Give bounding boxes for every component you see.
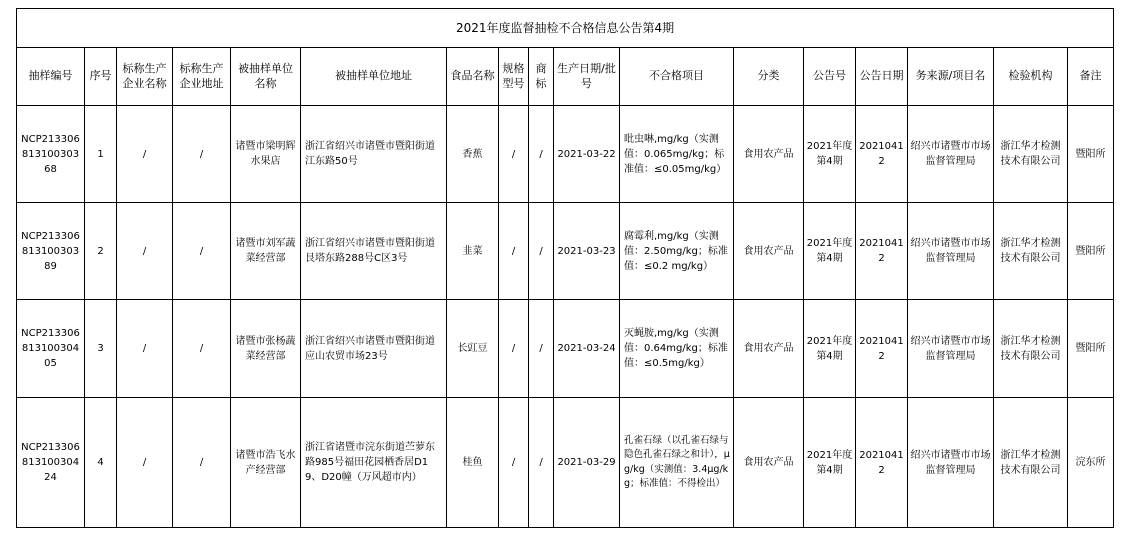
cell-sampled-unit: 诸暨市刘军蔬菜经营部	[231, 203, 301, 300]
cell-sampled-addr: 浙江省绍兴市诸暨市暨阳街道应山农贸市场23号	[301, 300, 447, 398]
cell-mfr-addr: /	[173, 300, 231, 398]
header-date: 生产日期/批号	[554, 48, 620, 106]
cell-notice: 2021年度第4期	[804, 398, 856, 528]
table-row	[17, 300, 1114, 398]
cell-source: 绍兴市诸暨市市场监督管理局	[908, 106, 994, 203]
cell-item: 腐霉利,mg/kg（实测值：2.50mg/kg；标准值：≤0.2 mg/kg）	[620, 203, 734, 300]
notice-table	[16, 8, 1114, 528]
header-mfr-name: 标称生产企业名称	[117, 48, 173, 106]
cell-item: 灭蝇胺,mg/kg（实测值：0.64mg/kg；标准值：≤0.5mg/kg）	[620, 300, 734, 398]
cell-notice-date: 20210412	[856, 398, 908, 528]
header-item: 不合格项目	[620, 48, 734, 106]
cell-date: 2021-03-23	[554, 203, 620, 300]
cell-item: 孔雀石绿（以孔雀石绿与隐色孔雀石绿之和计），μg/kg（实测值：3.4μg/kg；标准值：不得检出）	[620, 398, 734, 528]
cell-food: 韭菜	[447, 203, 499, 300]
cell-mfr-name: /	[117, 300, 173, 398]
cell-mfr-name: /	[117, 106, 173, 203]
cell-notice: 2021年度第4期	[804, 203, 856, 300]
cell-category: 食用农产品	[734, 300, 804, 398]
cell-date: 2021-03-24	[554, 300, 620, 398]
cell-sample-no: NCP21330681310030389	[17, 203, 85, 300]
table-row	[17, 398, 1114, 528]
cell-food: 桂鱼	[447, 398, 499, 528]
cell-lab: 浙江华才检测技术有限公司	[994, 398, 1068, 528]
cell-sampled-addr: 浙江省绍兴市诸暨市暨阳街道艮塔东路288号C区3号	[301, 203, 447, 300]
cell-spec: /	[499, 300, 529, 398]
cell-spec: /	[499, 106, 529, 203]
cell-seq: 4	[85, 398, 117, 528]
header-mfr-addr: 标称生产企业地址	[173, 48, 231, 106]
cell-lab: 浙江华才检测技术有限公司	[994, 300, 1068, 398]
cell-category: 食用农产品	[734, 106, 804, 203]
cell-mfr-addr: /	[173, 106, 231, 203]
cell-brand: /	[529, 203, 554, 300]
header-row	[17, 48, 1114, 106]
cell-source: 绍兴市诸暨市市场监督管理局	[908, 398, 994, 528]
cell-item: 吡虫啉,mg/kg（实测值：0.065mg/kg；标准值：≤0.05mg/kg）	[620, 106, 734, 203]
cell-sampled-unit: 诸暨市梁明辉水果店	[231, 106, 301, 203]
cell-sampled-unit: 诸暨市张杨蔬菜经营部	[231, 300, 301, 398]
cell-notice: 2021年度第4期	[804, 300, 856, 398]
header-note: 备注	[1068, 48, 1114, 106]
cell-brand: /	[529, 398, 554, 528]
cell-note: 浣东所	[1068, 398, 1114, 528]
cell-source: 绍兴市诸暨市市场监督管理局	[908, 203, 994, 300]
cell-seq: 2	[85, 203, 117, 300]
cell-spec: /	[499, 398, 529, 528]
cell-sampled-unit: 诸暨市浩飞水产经营部	[231, 398, 301, 528]
header-notice: 公告号	[804, 48, 856, 106]
cell-source: 绍兴市诸暨市市场监督管理局	[908, 300, 994, 398]
header-sampled-unit: 被抽样单位名称	[231, 48, 301, 106]
cell-sampled-addr: 浙江省诸暨市浣东街道苎萝东路985号福田花园栖香居D19、D20幢（万风超市内）	[301, 398, 447, 528]
header-category: 分类	[734, 48, 804, 106]
cell-mfr-name: /	[117, 398, 173, 528]
header-notice-date: 公告日期	[856, 48, 908, 106]
cell-sample-no: NCP21330681310030405	[17, 300, 85, 398]
cell-note: 暨阳所	[1068, 203, 1114, 300]
header-sample-no: 抽样编号	[17, 48, 85, 106]
header-spec: 规格型号	[499, 48, 529, 106]
cell-sample-no: NCP21330681310030424	[17, 398, 85, 528]
table-row	[17, 106, 1114, 203]
table-row	[17, 203, 1114, 300]
cell-brand: /	[529, 106, 554, 203]
cell-notice-date: 20210412	[856, 106, 908, 203]
cell-mfr-name: /	[117, 203, 173, 300]
cell-food: 香蕉	[447, 106, 499, 203]
cell-category: 食用农产品	[734, 398, 804, 528]
cell-note: 暨阳所	[1068, 106, 1114, 203]
cell-category: 食用农产品	[734, 203, 804, 300]
cell-mfr-addr: /	[173, 203, 231, 300]
header-lab: 检验机构	[994, 48, 1068, 106]
cell-spec: /	[499, 203, 529, 300]
cell-date: 2021-03-29	[554, 398, 620, 528]
cell-food: 长豇豆	[447, 300, 499, 398]
cell-brand: /	[529, 300, 554, 398]
header-source: 务来源/项目名	[908, 48, 994, 106]
cell-notice-date: 20210412	[856, 300, 908, 398]
cell-notice: 2021年度第4期	[804, 106, 856, 203]
page-title: 2021年度监督抽检不合格信息公告第4期	[17, 9, 1114, 48]
cell-sample-no: NCP21330681310030368	[17, 106, 85, 203]
cell-sampled-addr: 浙江省绍兴市诸暨市暨阳街道江东路50号	[301, 106, 447, 203]
cell-seq: 3	[85, 300, 117, 398]
cell-lab: 浙江华才检测技术有限公司	[994, 106, 1068, 203]
header-seq: 序号	[85, 48, 117, 106]
cell-mfr-addr: /	[173, 398, 231, 528]
cell-lab: 浙江华才检测技术有限公司	[994, 203, 1068, 300]
header-food: 食品名称	[447, 48, 499, 106]
cell-notice-date: 20210412	[856, 203, 908, 300]
cell-date: 2021-03-22	[554, 106, 620, 203]
title-row	[17, 9, 1114, 48]
cell-seq: 1	[85, 106, 117, 203]
header-brand: 商标	[529, 48, 554, 106]
cell-note: 暨阳所	[1068, 300, 1114, 398]
header-sampled-addr: 被抽样单位地址	[301, 48, 447, 106]
